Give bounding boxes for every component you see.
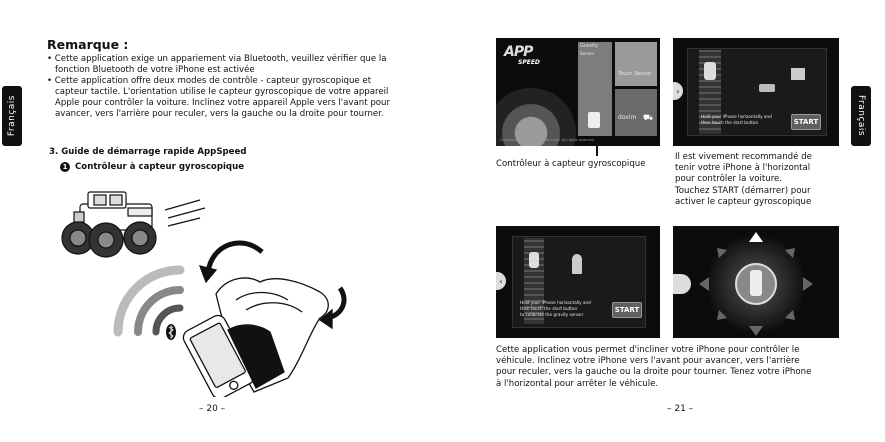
menu-shop[interactable] xyxy=(615,89,657,136)
phone-graphic xyxy=(759,84,775,92)
caption-tilt-instructions xyxy=(496,345,846,390)
arrow-left-icon xyxy=(699,277,709,291)
language-tab-right xyxy=(851,86,871,146)
language-tab-right-label: Français xyxy=(856,95,866,137)
subsection xyxy=(60,162,244,172)
remark-bullet-modes: • Cette application offre deux modes de contrôle - capteur gyroscopique et capteur tactile. L'orientation utilise le capteur gyroscopique de votre appareil Apple pour contrôler la voiture. Inclinez votre appareil Apple vers l'avant pour avancer, vers l'arrière pour reculer, vers la gauche ou la droite pour tourner. xyxy=(47,76,391,119)
remark-bullet-bluetooth: • Cette application exige un appariement via Bluetooth, veuillez vérifier que la fonction Bluetooth de votre iPhone est activée xyxy=(47,54,387,75)
caption-tilt-line-4: à l'horizontal pour arrêter le véhicule. xyxy=(496,378,659,389)
gyro-illustration xyxy=(40,182,380,397)
caption-horizontal-line-1: Il est vivement recommandé de xyxy=(675,152,812,162)
back-arrow-icon-2[interactable]: ‹ xyxy=(496,272,506,290)
caption-tilt-line-3: pour reculer, vers la gauche ou la droite pour tourner. Tenez votre iPhone xyxy=(496,367,812,378)
app-copyright: Copyright © 2010 Doxim Tech Ltd. All rights reserved. xyxy=(500,138,595,142)
caption-horizontal-line-2: tenir votre iPhone à l'horizontal xyxy=(675,163,811,174)
calibrate-message-2: then touch the start button xyxy=(520,306,578,311)
section-heading: 3. Guide de démarrage rapide AppSpeed xyxy=(49,147,247,157)
start-button[interactable]: START xyxy=(791,114,821,130)
subsection-number: 1 xyxy=(62,163,68,171)
subsection-heading: Contrôleur à capteur gyroscopique xyxy=(75,162,245,172)
caption-gyro-controller: Contrôleur à capteur gyroscopique xyxy=(496,159,646,169)
menu-gravity-sub: Sensor xyxy=(580,51,595,56)
caption-pointer-line xyxy=(596,140,598,156)
caption-horizontal-advice xyxy=(675,152,812,208)
touch-panel-graphic xyxy=(791,68,805,80)
caption-tilt-line-1: Cette application vous permet d'incliner votre iPhone pour contrôler le xyxy=(496,345,800,355)
page-number-left: – 20 – xyxy=(199,404,226,414)
direction-control-graphic xyxy=(673,226,839,338)
bluetooth-waves-illustration xyxy=(118,270,180,332)
menu-shop-label: doxim xyxy=(618,114,637,121)
hold-message-1: Hold your iPhone horizontally and xyxy=(701,114,772,119)
calibrate-message-1: Hold your iPhone horizontally and xyxy=(520,300,591,305)
menu-gravity-label: Gravity xyxy=(580,43,599,49)
car-graphic xyxy=(704,62,716,80)
remark-title: Remarque : xyxy=(47,37,129,52)
app-logo-sub: SPEED xyxy=(518,59,540,66)
screenshot-direction-control xyxy=(673,226,839,338)
car-graphic-2 xyxy=(529,252,539,268)
arrow-right-icon xyxy=(803,277,813,291)
screenshot-calibration xyxy=(496,226,660,338)
menu-touch-sensor[interactable] xyxy=(615,42,657,86)
remark-bullets xyxy=(47,54,402,120)
bluetooth-icon xyxy=(166,324,176,340)
person-graphic xyxy=(572,254,582,274)
language-tab-left xyxy=(2,86,22,146)
start-button-calibration[interactable]: START xyxy=(612,302,642,318)
caption-horizontal-line-3: pour contrôler la voiture. xyxy=(675,174,783,185)
caption-horizontal-line-4: Touchez START (démarrer) pour xyxy=(675,185,811,196)
page-number-right: – 21 – xyxy=(667,404,694,414)
screenshot-app-menu xyxy=(496,38,660,146)
caption-tilt-line-2: véhicule. Inclinez votre iPhone vers l'avant pour avancer, vers l'arrière xyxy=(496,356,800,367)
hold-message-2: then touch the start button xyxy=(701,120,759,125)
gravity-device-icon xyxy=(588,112,600,128)
monster-truck-illustration xyxy=(62,192,205,257)
caption-horizontal-line-5: activer le capteur gyroscopique xyxy=(675,196,812,207)
menu-gravity-sensor[interactable] xyxy=(578,42,612,136)
back-arrow-icon[interactable]: ‹ xyxy=(673,82,683,100)
screenshot-hold-horizontal xyxy=(673,38,839,146)
cart-icon: ⛟ xyxy=(643,113,654,122)
language-tab-left-label: Français xyxy=(7,95,17,137)
hand-with-phone-illustration xyxy=(181,243,344,397)
subsection-number-badge xyxy=(60,162,70,172)
menu-touch-label: Touch Sensor xyxy=(618,71,652,77)
app-logo: APP xyxy=(504,44,533,60)
calibrate-message-3: to calibrate the gravity sensor xyxy=(520,312,584,317)
